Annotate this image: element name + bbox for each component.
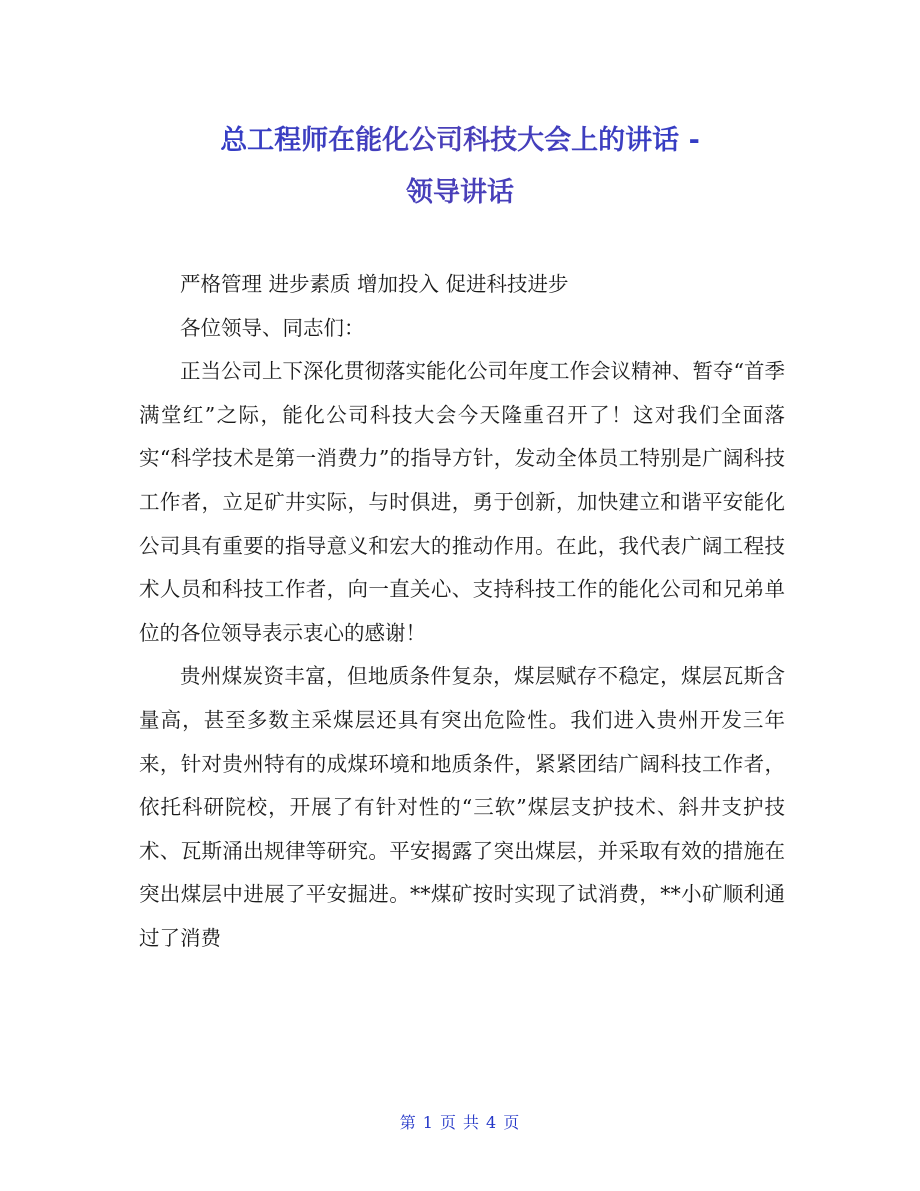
footer-page-label: 页 [439,1113,457,1132]
footer-total-pages: 4 [486,1113,498,1132]
footer-prefix: 第 [399,1113,417,1132]
salutation-paragraph: 各位领导、同志们： [180,315,365,340]
document-title-line-1: 总工程师在能化公司科技大会上的讲话 - [0,114,920,168]
footer-page-number: 1 [422,1113,434,1132]
footer-total-label: 共 [463,1113,481,1132]
subtitle-paragraph: 严格管理 进步素质 增加投入 促进科技进步 [180,272,569,296]
body-paragraph-2: 贵州煤炭资丰富，但地质条件复杂，煤层赋存不稳定，煤层瓦斯含量高，甚至多数主采煤层还具有突出危险性。我们进入贵州开发三年来，针对贵州特有的成煤环境和地质条件，紧紧团结广阔科技工作者，依托科研院校，开展了有针对性的“三软”煤层支护技术、斜井支护技术、瓦斯涌出规律等研究。平安揭露了突出煤层，并采取有效的措施在突出煤层中进展了平安掘进。**煤矿按时实现了试消费，**小矿顺利通过了消费 [139,664,785,950]
body-paragraph-1: 正当公司上下深化贯彻落实能化公司年度工作会议精神、暂夺“首季满堂红”之际，能化公司科技大会今天隆重召开了！这对我们全面落实“科学技术是第一消费力”的指导方针，发动全体员工特别是广阔科技工作者，立足矿井实际，与时俱进，勇于创新，加快建立和谐平安能化公司具有重要的指导意义和宏大的推动作用。在此，我代表广阔工程技术人员和科技工作者，向一直关心、支持科技工作的能化公司和兄弟单位的各位领导表示衷心的感谢！ [139,359,785,645]
page-footer [0,1110,920,1133]
document-body [139,263,785,961]
footer-suffix: 页 [503,1113,521,1132]
document-title-line-2: 领导讲话 [0,166,920,220]
